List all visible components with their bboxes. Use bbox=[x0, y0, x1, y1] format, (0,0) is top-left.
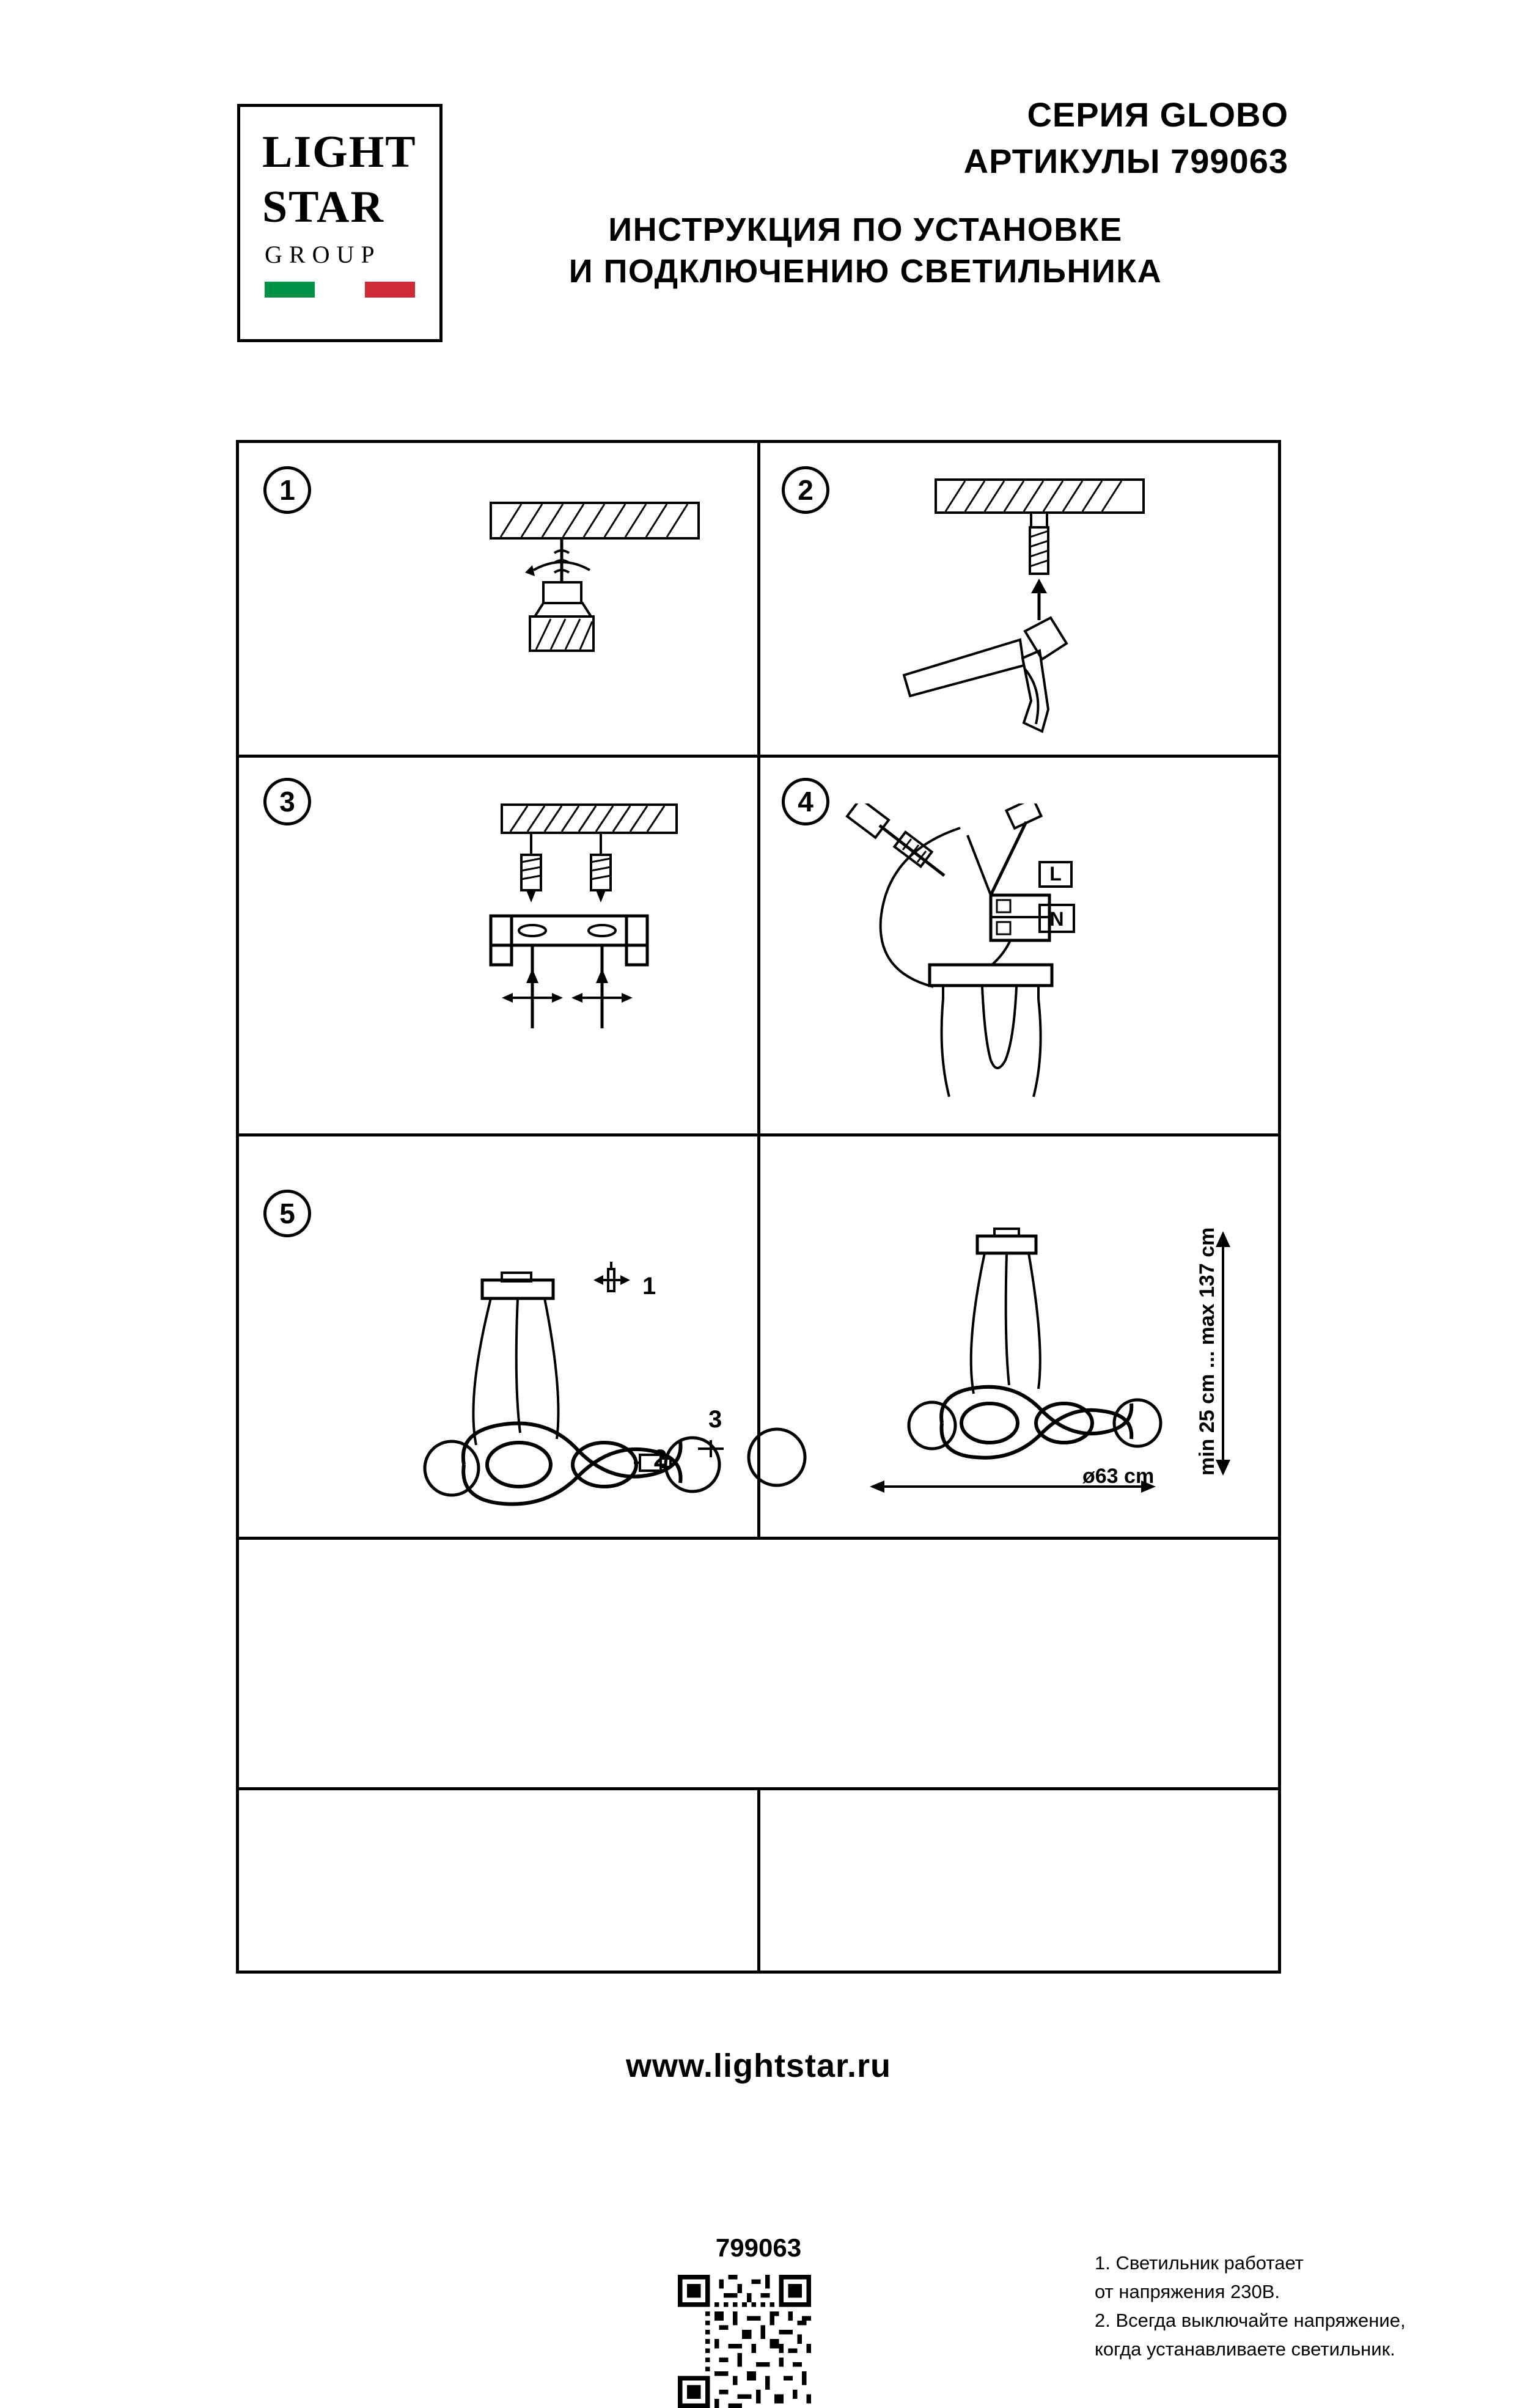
dimension-illustration bbox=[850, 1213, 1192, 1592]
logo-text-light: LIGHT bbox=[262, 127, 417, 177]
brand-logo bbox=[237, 104, 443, 342]
grid-hline-2 bbox=[239, 1133, 1278, 1136]
note-line-4: когда устанавливаете светильник. bbox=[1095, 2338, 1395, 2360]
step-number-4-text: 4 bbox=[798, 786, 814, 818]
note-line-2: от напряжения 230В. bbox=[1095, 2281, 1280, 2302]
callout-label-1: 1 bbox=[642, 1273, 656, 1300]
series-label: СЕРИЯ GLOBO bbox=[1027, 95, 1288, 134]
header bbox=[237, 92, 1288, 373]
callout-3-marker bbox=[694, 1438, 727, 1460]
note-line-1: 1. Светильник работает bbox=[1095, 2252, 1304, 2274]
callout-label-2: 2 bbox=[653, 1445, 667, 1472]
grid-vline-bottom bbox=[757, 1787, 760, 1974]
qr-code bbox=[678, 2275, 811, 2408]
document-title-line2: И ПОДКЛЮЧЕНИЮ СВЕТИЛЬНИКА bbox=[568, 253, 1163, 290]
article-label: АРТИКУЛЫ 799063 bbox=[963, 142, 1288, 180]
height-dimension-label: min 25 cm ... max 137 cm bbox=[1196, 1227, 1219, 1476]
step-3-illustration bbox=[349, 790, 752, 1120]
step-number-2 bbox=[782, 466, 829, 514]
step-number-3 bbox=[263, 778, 311, 825]
step-2-illustration bbox=[856, 467, 1260, 736]
grid-hline-4 bbox=[239, 1787, 1278, 1790]
step-4-illustration bbox=[814, 803, 1260, 1121]
logo-text-star: STAR bbox=[262, 182, 384, 232]
callout-3-globe bbox=[740, 1421, 814, 1494]
notes-block bbox=[1095, 2249, 1474, 2363]
terminal-label-n: N bbox=[1049, 908, 1064, 930]
note-line-3: 2. Всегда выключайте напряжение, bbox=[1095, 2310, 1406, 2331]
grid-hline-1 bbox=[239, 755, 1278, 758]
header-text-block bbox=[455, 92, 1288, 292]
step-number-1: 1 bbox=[263, 466, 311, 514]
sku-label: 799063 bbox=[715, 2233, 802, 2262]
step-number-5-text: 5 bbox=[279, 1198, 295, 1229]
document-title-line1: ИНСТРУКЦИЯ ПО УСТАНОВКЕ bbox=[608, 211, 1123, 248]
step-5-illustration bbox=[337, 1237, 765, 1579]
step-number-3-text: 3 bbox=[279, 786, 295, 818]
italian-flag-icon bbox=[265, 282, 415, 298]
callout-label-3: 3 bbox=[708, 1406, 722, 1433]
logo-text-group: GROUP bbox=[265, 241, 381, 268]
diameter-dimension-label: ø63 cm bbox=[1082, 1465, 1155, 1488]
website-footer[interactable]: www.lightstar.ru bbox=[625, 2048, 892, 2084]
step-1-illustration bbox=[349, 480, 752, 736]
step-number-5 bbox=[263, 1190, 311, 1237]
step-number-2-text: 2 bbox=[798, 474, 814, 506]
terminal-label-l: L bbox=[1049, 863, 1062, 885]
